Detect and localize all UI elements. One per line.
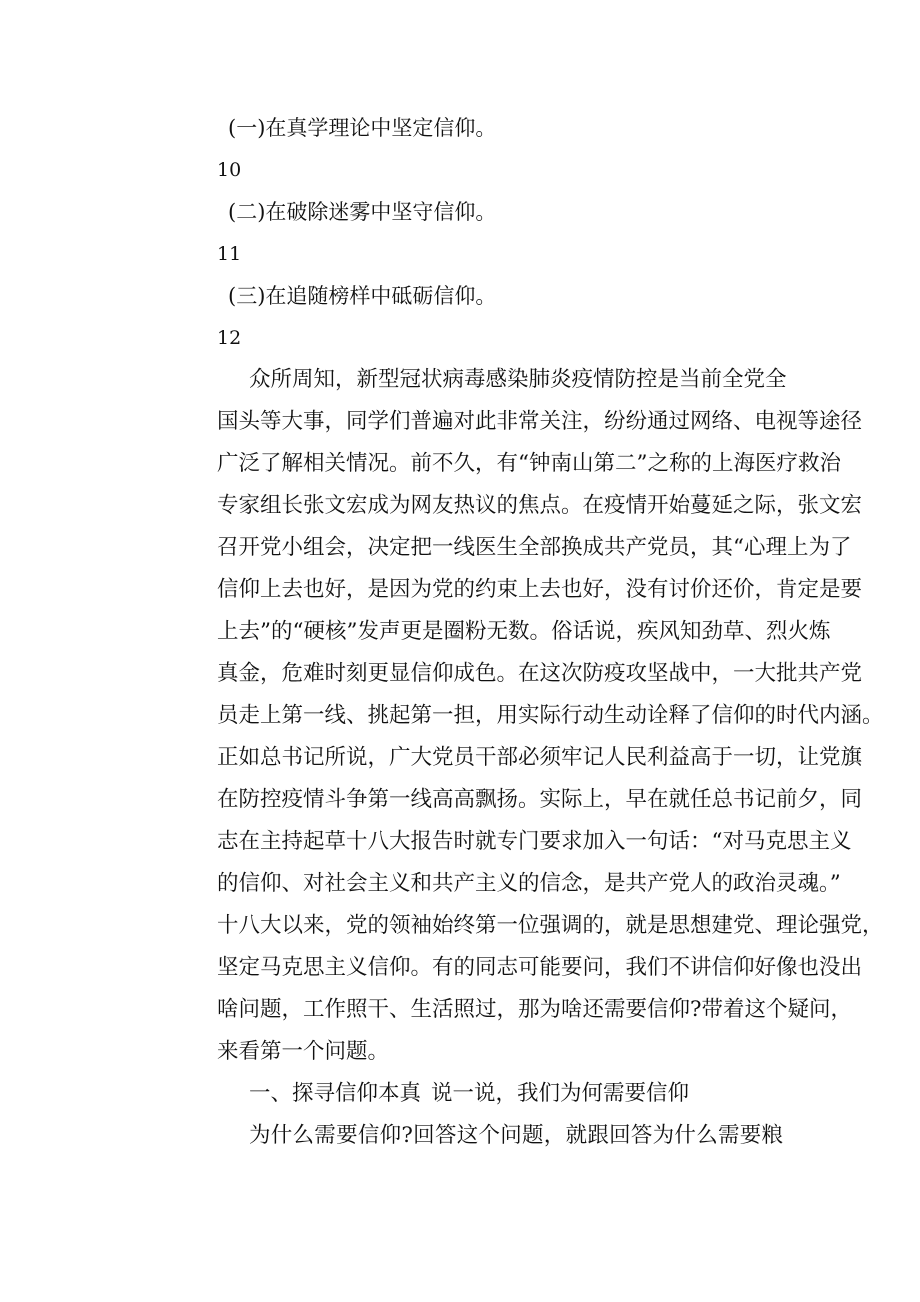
paragraph-line: 正如总书记所说，广大党员干部必须牢记人民利益高于一切，让党旗 (217, 745, 863, 770)
toc-page-number-2: 11 (217, 243, 242, 265)
paragraph-line: 员走上第一线、挑起第一担，用实际行动生动诠释了信仰的时代内涵。 (217, 703, 884, 728)
paragraph-line: 志在主持起草十八大报告时就专门要求加入一句话：“对马克思主义 (217, 829, 852, 854)
toc-entry-1: (一)在真学理论中坚定信仰。 (228, 116, 497, 140)
toc-entry-2: (二)在破除迷雾中坚守信仰。 (228, 200, 497, 224)
next-paragraph-line: 为什么需要信仰?回答这个问题，就跟回答为什么需要粮 (249, 1123, 783, 1148)
paragraph-line: 召开党小组会，决定把一线医生全部换成共产党员，其“心理上为了 (217, 535, 852, 560)
paragraph-line: 国头等大事，同学们普遍对此非常关注，纷纷通过网络、电视等途径 (217, 409, 863, 434)
toc-entry-3: (三)在追随榜样中砥砺信仰。 (228, 284, 497, 308)
paragraph-line: 信仰上去也好，是因为党的约束上去也好，没有讨价还价，肯定是要 (217, 577, 863, 602)
paragraph-line: 真金，危难时刻更显信仰成色。在这次防疫攻坚战中，一大批共产党 (217, 661, 863, 686)
paragraph-line: 十八大以来，党的领袖始终第一位强调的，就是思想建党、理论强党， (217, 913, 884, 938)
paragraph-line: 啥问题，工作照干、生活照过，那为啥还需要信仰?带着这个疑问， (217, 997, 853, 1022)
paragraph-line: 上去”的“硬核”发声更是圈粉无数。俗话说，疾风知劲草、烈火炼 (217, 619, 831, 644)
section-heading-subtitle: 说一说，我们为何需要信仰 (431, 1081, 690, 1106)
paragraph-line: 众所周知，新型冠状病毒感染肺炎疫情防控是当前全党全 (249, 367, 787, 392)
section-heading (249, 1079, 689, 1109)
section-heading-title: 一、探寻信仰本真 (249, 1081, 422, 1106)
paragraph-line: 广泛了解相关情况。前不久，有“钟南山第二”之称的上海医疗救治 (217, 451, 841, 476)
paragraph-line: 专家组长张文宏成为网友热议的焦点。在疫情开始蔓延之际，张文宏 (217, 493, 863, 518)
toc-page-number-1: 10 (217, 159, 242, 181)
paragraph-line: 来看第一个问题。 (217, 1039, 390, 1064)
toc-page-number-3: 12 (217, 327, 242, 349)
paragraph-line: 坚定马克思主义信仰。有的同志可能要问，我们不讲信仰好像也没出 (217, 955, 863, 980)
paragraph-line: 的信仰、对社会主义和共产主义的信念，是共产党人的政治灵魂。” (217, 871, 841, 896)
paragraph-line: 在防控疫情斗争第一线高高飘扬。实际上，早在就任总书记前夕，同 (217, 787, 863, 812)
